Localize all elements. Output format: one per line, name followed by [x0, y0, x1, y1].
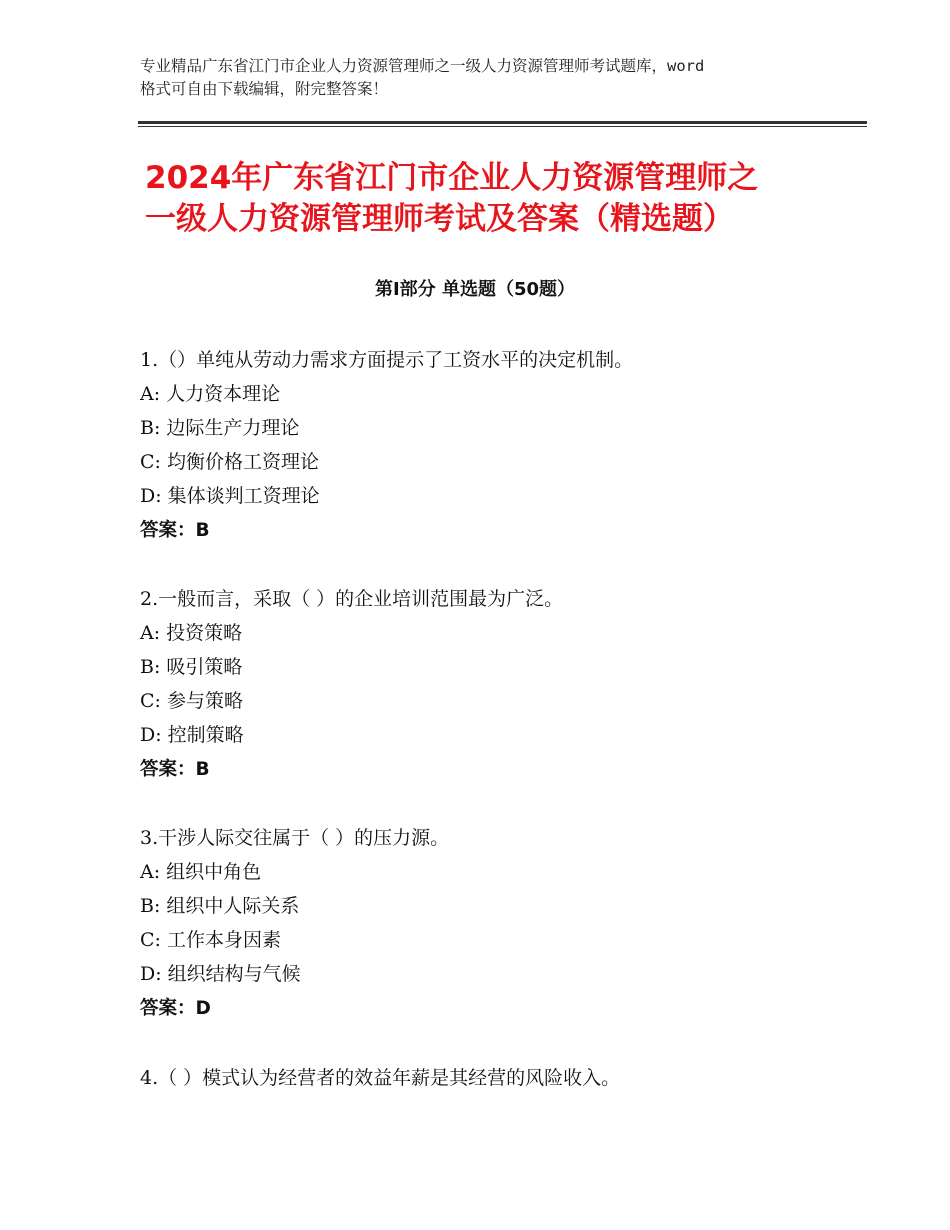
- question-1-option-a: A: 人力资本理论: [140, 383, 281, 405]
- question-1-option-c: C: 均衡价格工资理论: [140, 451, 319, 473]
- question-1-answer: 答案：B: [140, 520, 210, 541]
- document-title: [145, 158, 835, 240]
- question-2-stem: 2.一般而言，采取（ ）的企业培训范围最为广泛。: [140, 588, 564, 610]
- header-divider-thick: [138, 121, 867, 124]
- header-divider-thin: [138, 126, 867, 127]
- question-3-option-b: B: 组织中人际关系: [140, 895, 300, 917]
- question-3-option-d: D: 组织结构与气候: [140, 963, 301, 985]
- question-3-option-a: A: 组织中角色: [140, 861, 262, 883]
- question-1-option-d: D: 集体谈判工资理论: [140, 485, 320, 507]
- header-note-line-2: 格式可自由下载编辑，附完整答案！: [140, 80, 389, 98]
- question-1-option-b: B: 边际生产力理论: [140, 417, 300, 439]
- question-2-option-c: C: 参与策略: [140, 690, 243, 712]
- section-heading: 第Ⅰ部分 单选题（50题）: [374, 279, 575, 300]
- document-title-line-2: 一级人力资源管理师考试及答案（精选题）: [145, 201, 734, 237]
- question-2-answer: 答案：B: [140, 759, 210, 780]
- question-3-option-c: C: 工作本身因素: [140, 929, 281, 951]
- question-3-answer: 答案：D: [140, 998, 211, 1019]
- header-note-line-1: 专业精品广东省江门市企业人力资源管理师之一级人力资源管理师考试题库，word: [140, 57, 705, 75]
- document-title-line-1: 2024年广东省江门市企业人力资源管理师之: [145, 160, 759, 196]
- question-2-option-d: D: 控制策略: [140, 724, 244, 746]
- question-4-stem: 4.（ ）模式认为经营者的效益年薪是其经营的风险收入。: [140, 1067, 621, 1089]
- question-2-option-a: A: 投资策略: [140, 622, 243, 644]
- header-note: [140, 55, 830, 101]
- question-1-stem: 1.（）单纯从劳动力需求方面提示了工资水平的决定机制。: [140, 349, 634, 371]
- question-2-option-b: B: 吸引策略: [140, 656, 243, 678]
- question-3-stem: 3.干涉人际交往属于（ ）的压力源。: [140, 827, 450, 849]
